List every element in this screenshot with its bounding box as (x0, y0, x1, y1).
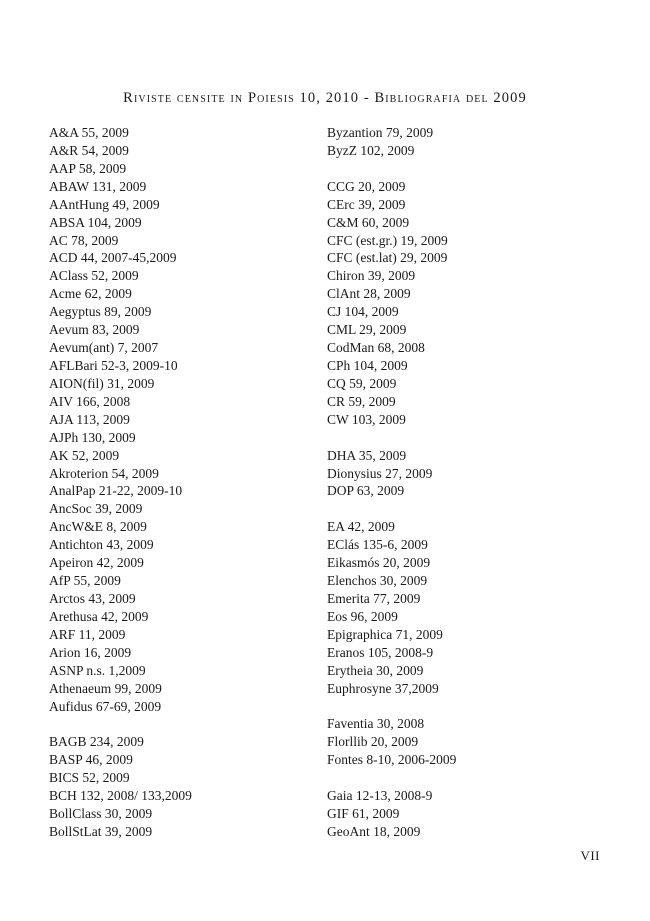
list-item: Eranos 105, 2008-9 (327, 644, 434, 660)
list-item: C&M 60, 2009 (327, 214, 410, 230)
list-item: AFLBari 52-3, 2009-10 (49, 357, 178, 373)
list-item: Apeiron 42, 2009 (49, 555, 144, 571)
list-item: Arethusa 42, 2009 (49, 608, 149, 624)
page-number: VII (580, 848, 600, 863)
list-item: ABSA 104, 2009 (49, 214, 142, 230)
list-item: Erytheia 30, 2009 (327, 662, 424, 678)
list-item: BollStLat 39, 2009 (49, 823, 153, 839)
list-item: Aegyptus 89, 2009 (49, 304, 152, 320)
list-item: CML 29, 2009 (327, 322, 407, 338)
list-item: Arion 16, 2009 (49, 644, 132, 660)
list-item: Euphrosyne 37,2009 (327, 680, 439, 696)
list-item: AncW&E 8, 2009 (49, 519, 147, 535)
list-item: Chiron 39, 2009 (327, 268, 416, 284)
list-item: Athenaeum 99, 2009 (49, 680, 162, 696)
list-item: CCG 20, 2009 (327, 178, 406, 194)
list-item: Gaia 12-13, 2008-9 (327, 788, 433, 804)
list-item: AK 52, 2009 (49, 447, 120, 463)
list-item: Byzantion 79, 2009 (327, 125, 434, 140)
list-item: Eos 96, 2009 (327, 608, 398, 624)
list-item: Akroterion 54, 2009 (49, 465, 159, 481)
list-item: A&A 55, 2009 (49, 125, 129, 140)
list-spacer (327, 160, 597, 178)
list-item: Acme 62, 2009 (49, 286, 132, 302)
list-item: ABAW 131, 2009 (49, 178, 147, 194)
list-item: AnalPap 21-22, 2009-10 (49, 483, 183, 499)
list-item: Florllib 20, 2009 (327, 734, 419, 750)
list-item: CFC (est.lat) 29, 2009 (327, 250, 448, 266)
list-item: ClAnt 28, 2009 (327, 286, 411, 302)
list-item: CJ 104, 2009 (327, 304, 399, 320)
list-item: ByzZ 102, 2009 (327, 142, 415, 158)
list-item: AIV 166, 2008 (49, 393, 131, 409)
list-item: Emerita 77, 2009 (327, 590, 421, 606)
list-item: A&R 54, 2009 (49, 142, 129, 158)
list-item: AJPh 130, 2009 (49, 429, 136, 445)
list-item: CErc 39, 2009 (327, 196, 406, 212)
list-spacer (327, 698, 597, 716)
list-item: AfP 55, 2009 (49, 573, 121, 589)
list-item: Eikasmós 20, 2009 (327, 555, 431, 571)
list-item: Faventia 30, 2008 (327, 716, 425, 732)
list-item: CodMan 68, 2008 (327, 340, 425, 356)
list-item: Aevum(ant) 7, 2007 (49, 340, 159, 356)
list-item: AncSoc 39, 2009 (49, 501, 143, 517)
list-spacer (327, 429, 597, 447)
list-item: CW 103, 2009 (327, 411, 406, 427)
list-item: CFC (est.gr.) 19, 2009 (327, 232, 448, 248)
list-item: ASNP n.s. 1,2009 (49, 662, 146, 678)
list-item: AC 78, 2009 (49, 232, 119, 248)
list-item: BASP 46, 2009 (49, 752, 133, 768)
list-item: ACD 44, 2007-45,2009 (49, 250, 177, 266)
list-item: CR 59, 2009 (327, 393, 396, 409)
list-item: Elenchos 30, 2009 (327, 573, 428, 589)
list-item: BAGB 234, 2009 (49, 734, 144, 750)
list-item: AClass 52, 2009 (49, 268, 139, 284)
list-item: GIF 61, 2009 (327, 806, 400, 822)
list-item: BCH 132, 2008/ 133,2009 (49, 788, 192, 804)
list-item: AJA 113, 2009 (49, 411, 130, 427)
list-item: EA 42, 2009 (327, 519, 395, 535)
list-item: Fontes 8-10, 2006-2009 (327, 752, 457, 768)
list-item: Aevum 83, 2009 (49, 322, 140, 338)
list-item: AION(fil) 31, 2009 (49, 375, 155, 391)
list-item: Arctos 43, 2009 (49, 590, 136, 606)
list-item: DOP 63, 2009 (327, 483, 405, 499)
list-item: DHA 35, 2009 (327, 447, 407, 463)
list-item: CQ 59, 2009 (327, 375, 397, 391)
right-column-list (327, 124, 597, 841)
list-item: ARF 11, 2009 (49, 626, 126, 642)
list-spacer (327, 769, 597, 787)
left-column-list (49, 124, 309, 841)
list-item: GeoAnt 18, 2009 (327, 823, 421, 839)
list-item: BICS 52, 2009 (49, 770, 130, 786)
list-spacer (327, 500, 597, 518)
list-item: BollClass 30, 2009 (49, 806, 153, 822)
list-item: EClás 135-6, 2009 (327, 537, 428, 553)
page-title: Riviste censite in Poiesis 10, 2010 - Bibliografia del 2009 (123, 90, 527, 106)
list-item: Dionysius 27, 2009 (327, 465, 433, 481)
list-item: Epigraphica 71, 2009 (327, 626, 443, 642)
list-spacer (49, 715, 309, 733)
list-item: Antichton 43, 2009 (49, 537, 154, 553)
list-item: CPh 104, 2009 (327, 357, 408, 373)
list-item: AAP 58, 2009 (49, 160, 127, 176)
list-item: Aufidus 67-69, 2009 (49, 698, 162, 714)
list-item: AAntHung 49, 2009 (49, 196, 160, 212)
